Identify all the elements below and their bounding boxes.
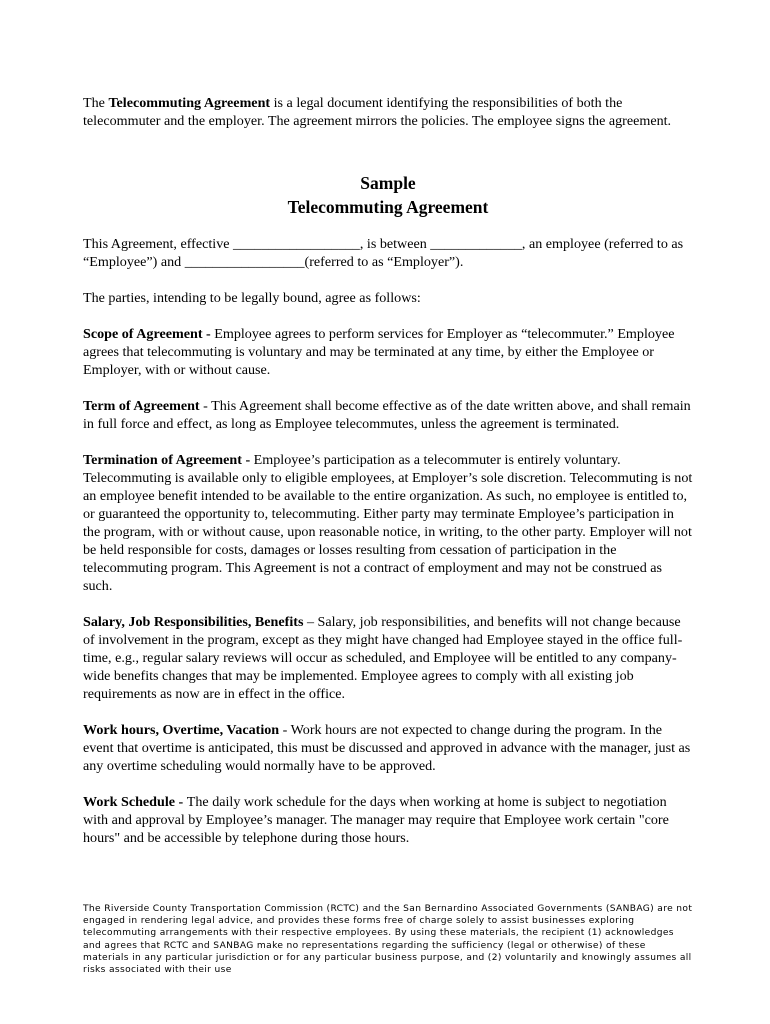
section-heading: Term of Agreement: [83, 398, 200, 414]
intro-term: Telecommuting Agreement: [108, 95, 271, 111]
opening-paragraph: This Agreement, effective __________________, is between _____________, an employee (referred to as “Employee”) and _________________(referred to as “Employer”).: [83, 236, 684, 270]
section-work-hours: [83, 721, 693, 775]
section-heading: Scope of Agreement -: [83, 326, 215, 342]
parties-paragraph: The parties, intending to be legally bound, agree as follows:: [83, 290, 421, 306]
document-title: [83, 171, 693, 219]
section-heading: Termination of Agreement -: [83, 452, 254, 468]
section-body: The daily work schedule for the days when working at home is subject to negotiation with and approval by Employee’s manager. The manager may require that Employee work certain "core hours" and be accessible by telephone during those hours.: [83, 794, 669, 846]
section-body: Employee’s participation as a telecommuter is entirely voluntary. Telecommuting is available only to eligible employees, at Employer’s sole discretion. Telecommuting is not an employee benefit intended to be available to the entire organization. As such, no employee is entitled to, or guaranteed the opportunity to, telecommuting. Either party may terminate Employee’s participation in the program, with or without cause, upon reasonable notice, in writing, to the other party. Employer will not be held responsible for costs, damages or losses resulting from cessation of participation in the telecommuting program. This Agreement is not a contract of employment and may not be construed as such.: [83, 452, 693, 594]
section-body: - Work hours are not expected to change during the program. In the event that overtime is anticipated, this must be discussed and approved in advance with the manager, just as any overtime scheduling would normally have to be approved.: [83, 722, 691, 774]
document-page: [83, 94, 693, 847]
legal-disclaimer-footnote: The Riverside County Transportation Commission (RCTC) and the San Bernardino Associated Governments (SANBAG) are not engaged in rendering legal advice, and provides these forms free of charge solely to assist businesses exploring telecommuting arrangements with their respective employees. By using these materials, the recipient (1) acknowledges and agrees that RCTC and SANBAG make no representations regarding the sufficiency (legal or otherwise) of these materials in any particular jurisdiction or for any particular business purpose, and (2) voluntarily and knowingly assumes all risks associated with their use: [83, 904, 693, 976]
section-body: - This Agreement shall become effective as of the date written above, and shall remain in full force and effect, as long as Employee telecommutes, unless the agreement is terminated.: [83, 398, 691, 432]
section-body: Employee agrees to perform services for Employer as “telecommuter.” Employee agrees that telecommuting is voluntary and may be terminated at any time, by either the Employee or Employer, with or without cause.: [83, 326, 675, 378]
section-termination: [83, 451, 693, 595]
section-body: – Salary, job responsibilities, and benefits will not change because of involvement in the program, except as they might have changed had Employee stayed in the office full-time, e.g., regular salary reviews will occur as scheduled, and Employee will be entitled to any company-wide benefits changes that may be implemented. Employee agrees to comply with all existing job requirements as now are in effect in the office.: [83, 614, 683, 702]
intro-prefix: The: [83, 95, 109, 111]
section-heading: Work Schedule -: [83, 794, 187, 810]
intro-suffix: is a legal document identifying the responsibilities of both the telecommuter and the employer. The agreement mirrors the policies. The employee signs the agreement.: [83, 95, 672, 129]
intro-paragraph: [83, 94, 693, 130]
section-heading: Salary, Job Responsibilities, Benefits: [83, 614, 304, 630]
title-line-1: Sample: [360, 173, 416, 193]
section-work-schedule: [83, 793, 693, 847]
section-salary: [83, 613, 693, 703]
title-line-2: Telecommuting Agreement: [287, 197, 489, 217]
section-term: [83, 397, 693, 433]
section-heading: Work hours, Overtime, Vacation: [83, 722, 280, 738]
section-scope: [83, 325, 693, 379]
